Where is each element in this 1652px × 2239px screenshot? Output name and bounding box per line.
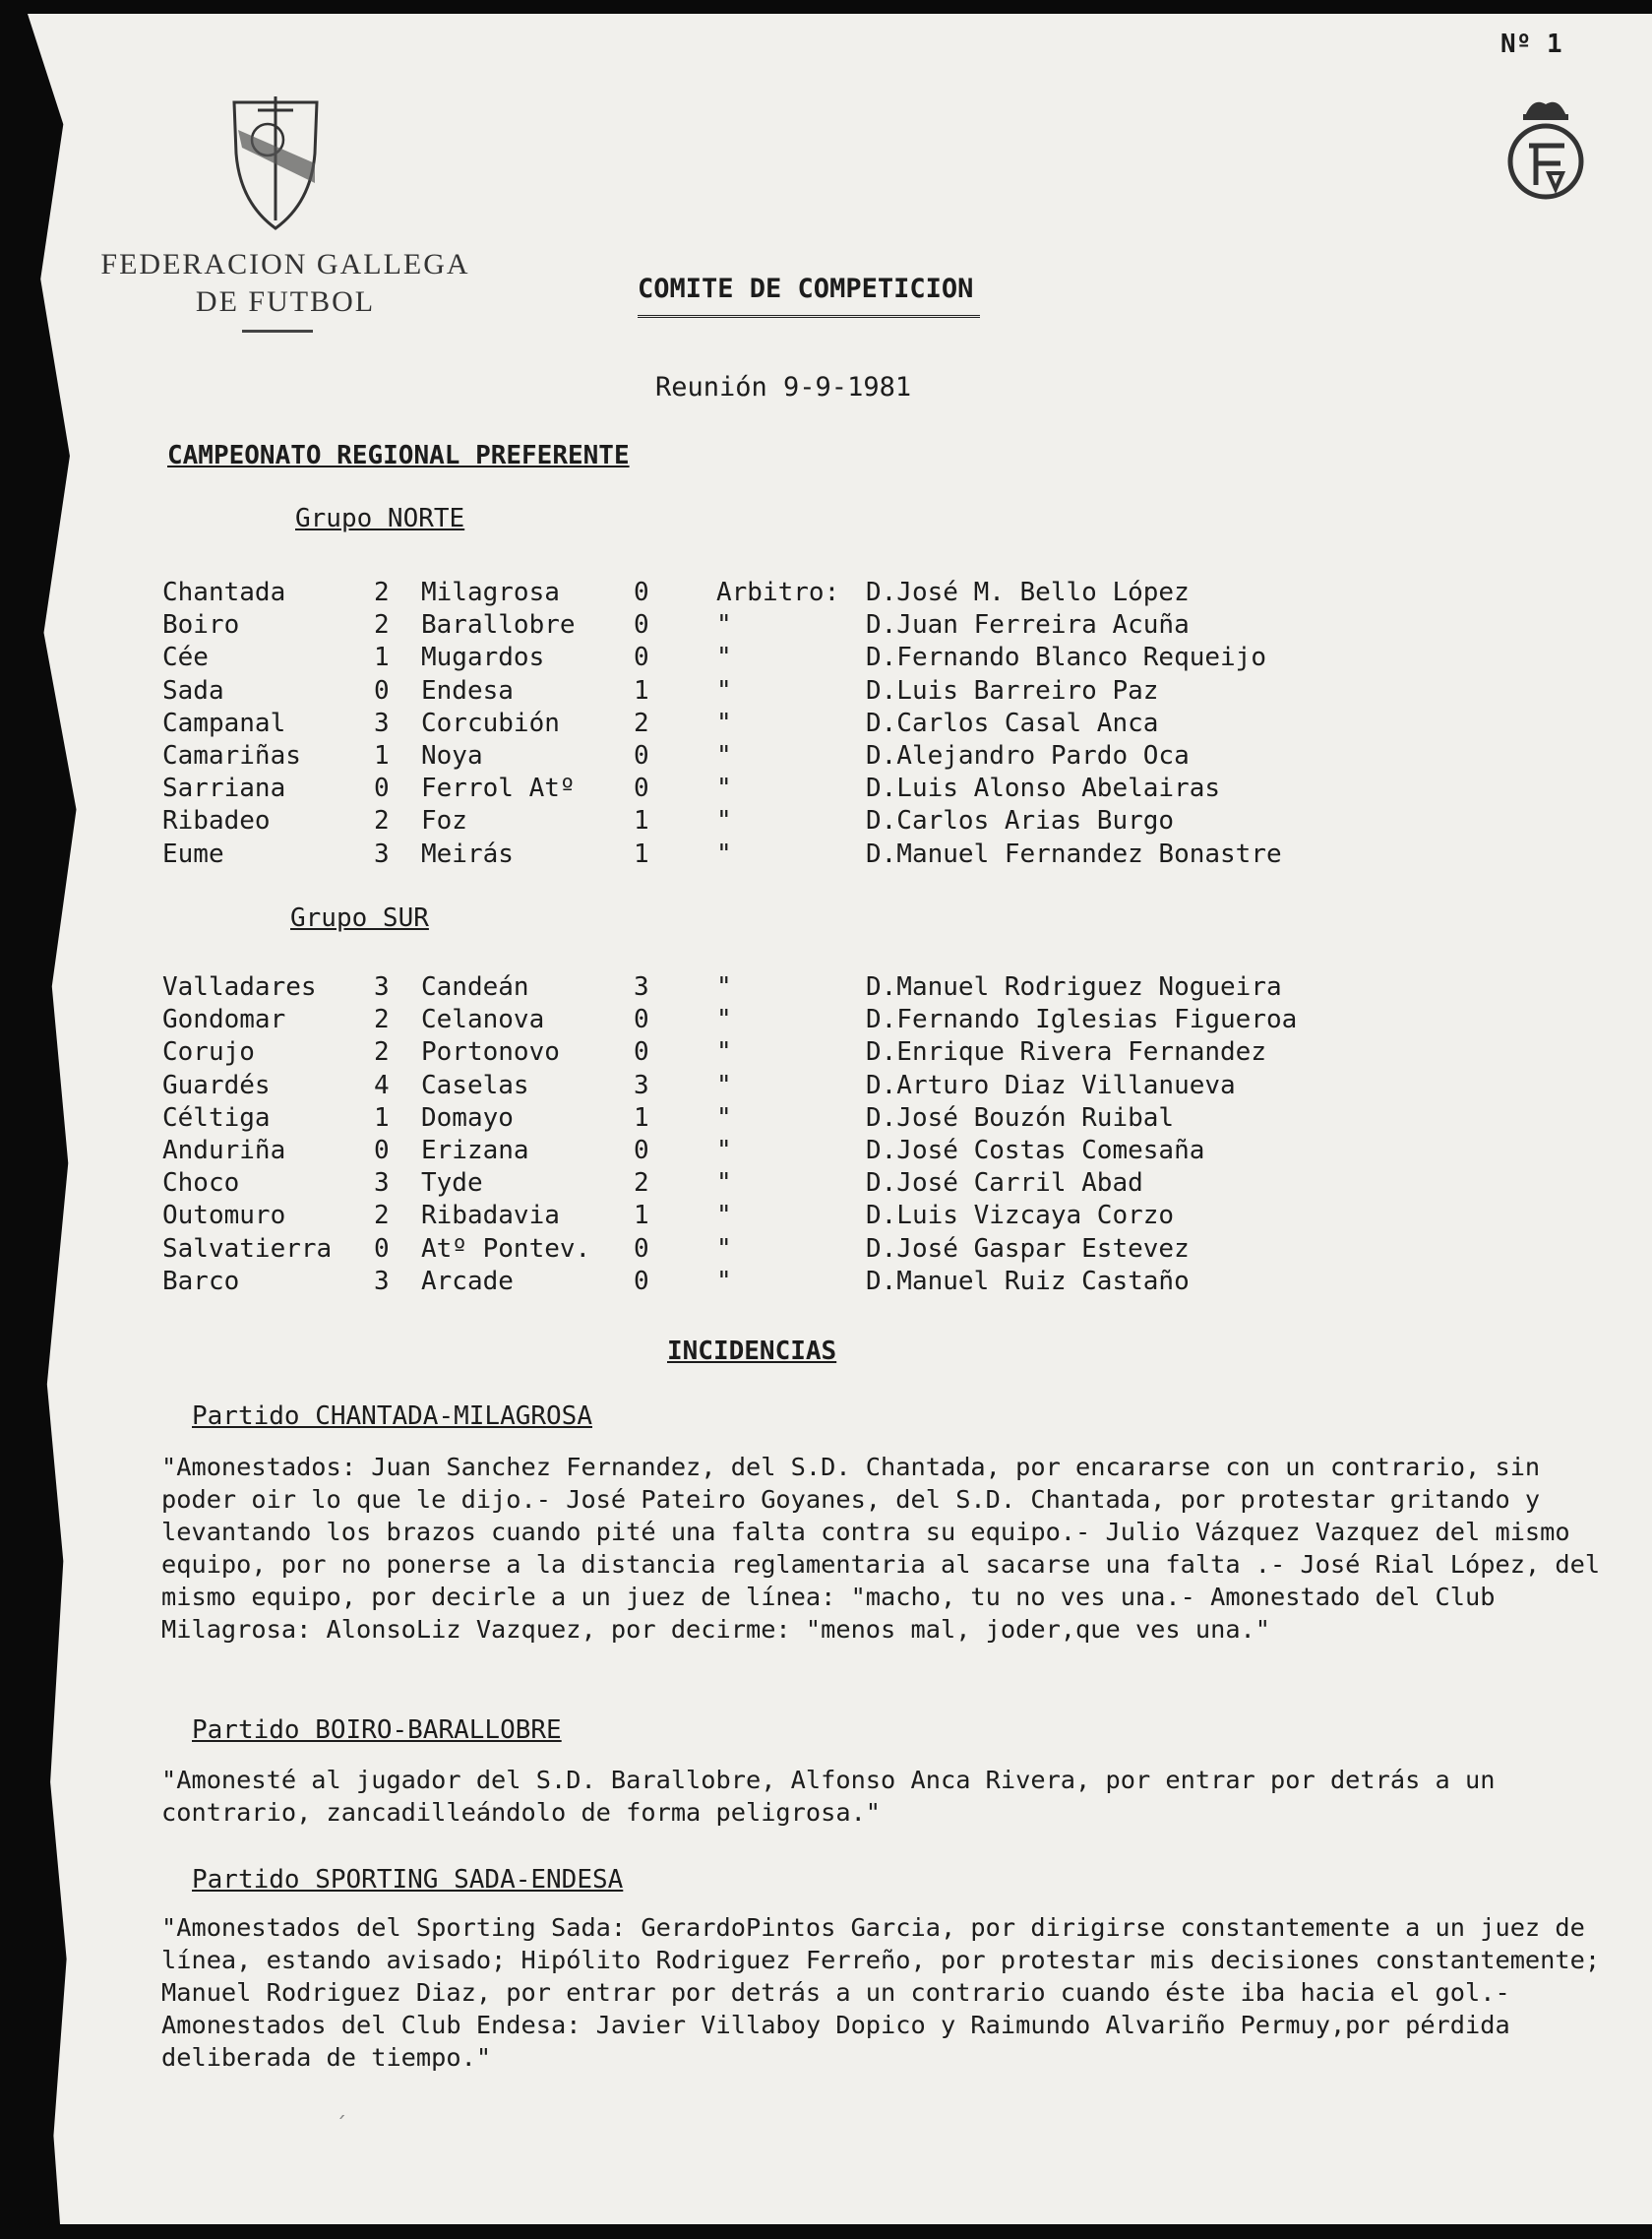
result-row xyxy=(0,774,1652,807)
result-away: Foz xyxy=(421,806,467,837)
document-number: Nº 1 xyxy=(1500,30,1562,59)
result-referee: D.Manuel Rodriguez Nogueira xyxy=(866,972,1282,1002)
result-as: 0 xyxy=(634,774,649,804)
result-referee: D.Arturo Diaz Villanueva xyxy=(866,1070,1236,1100)
result-referee: D.José M. Bello López xyxy=(866,578,1190,607)
result-hs: 3 xyxy=(374,1266,390,1296)
result-referee: D.Luis Alonso Abelairas xyxy=(866,774,1221,804)
incident-text: "Amonesté al jugador del S.D. Barallobre, Alfonso Anca Rivera, por entrar por detrás a un contrario, zancadilleándolo de forma peligrosa." xyxy=(161,1766,1496,1827)
result-ref-label: " xyxy=(716,1201,732,1231)
result-row xyxy=(0,972,1652,1006)
result-away: Ribadavia xyxy=(421,1201,560,1231)
royal-crest-logo xyxy=(1503,91,1588,207)
result-row xyxy=(0,676,1652,710)
group-header: Grupo SUR xyxy=(290,903,429,933)
result-away: Milagrosa xyxy=(421,578,560,607)
group-header: Grupo NORTE xyxy=(295,504,465,533)
result-as: 0 xyxy=(634,1136,649,1165)
result-hs: 1 xyxy=(374,1102,390,1133)
result-ref-label: " xyxy=(716,839,732,869)
result-ref-label: " xyxy=(716,1136,732,1165)
result-hs: 0 xyxy=(374,1136,390,1165)
result-row xyxy=(0,1267,1652,1300)
result-hs: 3 xyxy=(374,972,390,1002)
result-row xyxy=(0,610,1652,644)
result-home: Salvatierra xyxy=(162,1233,333,1264)
result-home: Céltiga xyxy=(162,1102,271,1133)
federation-name xyxy=(79,246,492,321)
result-away: Ferrol Atº xyxy=(421,774,576,804)
result-row xyxy=(0,1005,1652,1038)
title-underline xyxy=(638,315,980,318)
result-away: Celanova xyxy=(421,1005,545,1035)
result-away: Tyde xyxy=(421,1168,483,1199)
result-referee: D.Luis Barreiro Paz xyxy=(866,675,1159,706)
result-referee: D.José Carril Abad xyxy=(866,1168,1143,1199)
stray-mark: ´ xyxy=(335,2114,348,2139)
federation-name-line2: DE FUTBOL xyxy=(195,285,376,318)
result-away: Candeán xyxy=(421,972,529,1002)
result-as: 0 xyxy=(634,610,649,641)
result-as: 1 xyxy=(634,839,649,869)
result-referee: D.Juan Ferreira Acuña xyxy=(866,610,1190,641)
result-home: Valladares xyxy=(162,972,317,1002)
result-ref-label: " xyxy=(716,1070,732,1100)
result-hs: 1 xyxy=(374,741,390,771)
result-away: Caselas xyxy=(421,1070,529,1100)
result-ref-label: " xyxy=(716,1102,732,1133)
result-hs: 2 xyxy=(374,610,390,641)
result-home: Choco xyxy=(162,1168,240,1199)
result-as: 0 xyxy=(634,1233,649,1264)
result-home: Gondomar xyxy=(162,1005,286,1035)
result-home: Chantada xyxy=(162,578,286,607)
result-row xyxy=(0,578,1652,611)
result-referee: D.Carlos Arias Burgo xyxy=(866,806,1175,837)
result-row xyxy=(0,709,1652,742)
result-home: Eume xyxy=(162,839,224,869)
result-away: Atº Pontev. xyxy=(421,1233,591,1264)
result-as: 2 xyxy=(634,1168,649,1199)
result-row xyxy=(0,806,1652,840)
result-ref-label: " xyxy=(716,1005,732,1035)
result-away: Domayo xyxy=(421,1102,514,1133)
incident-match-title: Partido BOIRO-BARALLOBRE xyxy=(192,1715,562,1745)
result-home: Sarriana xyxy=(162,774,286,804)
result-row xyxy=(0,840,1652,873)
result-as: 0 xyxy=(634,1037,649,1068)
result-as: 1 xyxy=(634,1102,649,1133)
result-home: Cée xyxy=(162,643,209,673)
result-referee: D.Manuel Ruiz Castaño xyxy=(866,1266,1190,1296)
result-ref-label: " xyxy=(716,675,732,706)
result-as: 1 xyxy=(634,806,649,837)
result-as: 0 xyxy=(634,1266,649,1296)
result-ref-label: " xyxy=(716,741,732,771)
result-home: Anduriña xyxy=(162,1136,286,1165)
document-title: COMITE DE COMPETICION xyxy=(638,274,974,304)
result-ref-label: " xyxy=(716,708,732,738)
incident-match-title: Partido CHANTADA-MILAGROSA xyxy=(192,1401,592,1431)
result-away: Arcade xyxy=(421,1266,514,1296)
result-as: 1 xyxy=(634,1201,649,1231)
championship-title: CAMPEONATO REGIONAL PREFERENTE xyxy=(167,441,630,470)
result-referee: D.José Gaspar Estevez xyxy=(866,1233,1190,1264)
result-as: 0 xyxy=(634,741,649,771)
result-home: Sada xyxy=(162,675,224,706)
result-ref-label: " xyxy=(716,610,732,641)
result-ref-label: " xyxy=(716,1168,732,1199)
result-hs: 2 xyxy=(374,578,390,607)
result-ref-label: Arbitro: xyxy=(716,578,840,607)
result-home: Ribadeo xyxy=(162,806,271,837)
result-home: Boiro xyxy=(162,610,240,641)
result-away: Mugardos xyxy=(421,643,545,673)
result-hs: 2 xyxy=(374,1201,390,1231)
result-referee: D.Fernando Blanco Requeijo xyxy=(866,643,1266,673)
result-ref-label: " xyxy=(716,774,732,804)
result-away: Corcubión xyxy=(421,708,560,738)
result-away: Meirás xyxy=(421,839,514,869)
result-row xyxy=(0,1103,1652,1137)
result-home: Barco xyxy=(162,1266,240,1296)
result-ref-label: " xyxy=(716,643,732,673)
result-home: Camariñas xyxy=(162,741,301,771)
result-away: Portonovo xyxy=(421,1037,560,1068)
result-ref-label: " xyxy=(716,972,732,1002)
federation-shield-logo xyxy=(228,94,323,232)
result-hs: 3 xyxy=(374,839,390,869)
result-hs: 3 xyxy=(374,1168,390,1199)
result-as: 1 xyxy=(634,675,649,706)
result-home: Campanal xyxy=(162,708,286,738)
result-referee: D.Manuel Fernandez Bonastre xyxy=(866,839,1282,869)
result-as: 0 xyxy=(634,578,649,607)
result-row xyxy=(0,643,1652,676)
result-hs: 0 xyxy=(374,774,390,804)
result-hs: 1 xyxy=(374,643,390,673)
result-hs: 0 xyxy=(374,675,390,706)
result-hs: 3 xyxy=(374,708,390,738)
result-home: Corujo xyxy=(162,1037,255,1068)
federation-name-line1: FEDERACION GALLEGA xyxy=(100,248,470,280)
result-away: Barallobre xyxy=(421,610,576,641)
meeting-date: Reunión 9-9-1981 xyxy=(655,372,912,403)
result-as: 0 xyxy=(634,643,649,673)
result-referee: D.José Costas Comesaña xyxy=(866,1136,1205,1165)
result-referee: D.Carlos Casal Anca xyxy=(866,708,1159,738)
result-row xyxy=(0,1037,1652,1071)
result-row xyxy=(0,1201,1652,1234)
incident-match-title: Partido SPORTING SADA-ENDESA xyxy=(192,1865,624,1895)
result-away: Noya xyxy=(421,741,483,771)
incidents-title: INCIDENCIAS xyxy=(667,1337,837,1366)
result-referee: D.Fernando Iglesias Figueroa xyxy=(866,1005,1298,1035)
result-home: Outomuro xyxy=(162,1201,286,1231)
result-hs: 2 xyxy=(374,1005,390,1035)
result-row xyxy=(0,1234,1652,1268)
result-row xyxy=(0,1071,1652,1104)
result-ref-label: " xyxy=(716,1233,732,1264)
result-referee: D.José Bouzón Ruibal xyxy=(866,1102,1175,1133)
result-hs: 2 xyxy=(374,1037,390,1068)
result-row xyxy=(0,1168,1652,1202)
result-as: 3 xyxy=(634,1070,649,1100)
result-as: 0 xyxy=(634,1005,649,1035)
result-referee: D.Alejandro Pardo Oca xyxy=(866,741,1190,771)
result-as: 2 xyxy=(634,708,649,738)
result-hs: 4 xyxy=(374,1070,390,1100)
result-referee: D.Enrique Rivera Fernandez xyxy=(866,1037,1266,1068)
result-row xyxy=(0,1136,1652,1169)
result-ref-label: " xyxy=(716,1266,732,1296)
result-away: Endesa xyxy=(421,675,514,706)
result-as: 3 xyxy=(634,972,649,1002)
result-row xyxy=(0,741,1652,775)
divider xyxy=(242,330,313,333)
incident-text: "Amonestados: Juan Sanchez Fernandez, del S.D. Chantada, por encararse con un contrario, sin poder oir lo que le dijo.- José Pateiro Goyanes, del S.D. Chantada, por protestar gritando y levantando los brazos cuando pité una falta contra su equipo.- Julio Vázquez Vazquez del mismo equipo, por no ponerse a la distancia reglamentaria al sacarse una falta .- José Rial López, del mismo equipo, por decirle a un juez de línea: "macho, tu no ves una.- Amonestado del Club Milagrosa: AlonsoLiz Vazquez, por decirme: "menos mal, joder,que ves una." xyxy=(161,1453,1601,1644)
result-referee: D.Luis Vizcaya Corzo xyxy=(866,1201,1175,1231)
result-hs: 2 xyxy=(374,806,390,837)
result-hs: 0 xyxy=(374,1233,390,1264)
incident-text: "Amonestados del Sporting Sada: GerardoPintos Garcia, por dirigirse constantemente a un juez de línea, estando avisado; Hipólito Rodriguez Ferreño, por protestar mis decisiones constantemente; Manuel Rodriguez Diaz, por entrar por detrás a un contrario cuando éste iba hacia el gol.- Amonestados del Club Endesa: Javier Villaboy Dopico y Raimundo Alvariño Permuy,por pérdida deliberada de tiempo." xyxy=(161,1913,1601,2072)
result-home: Guardés xyxy=(162,1070,271,1100)
result-ref-label: " xyxy=(716,1037,732,1068)
result-ref-label: " xyxy=(716,806,732,837)
result-away: Erizana xyxy=(421,1136,529,1165)
